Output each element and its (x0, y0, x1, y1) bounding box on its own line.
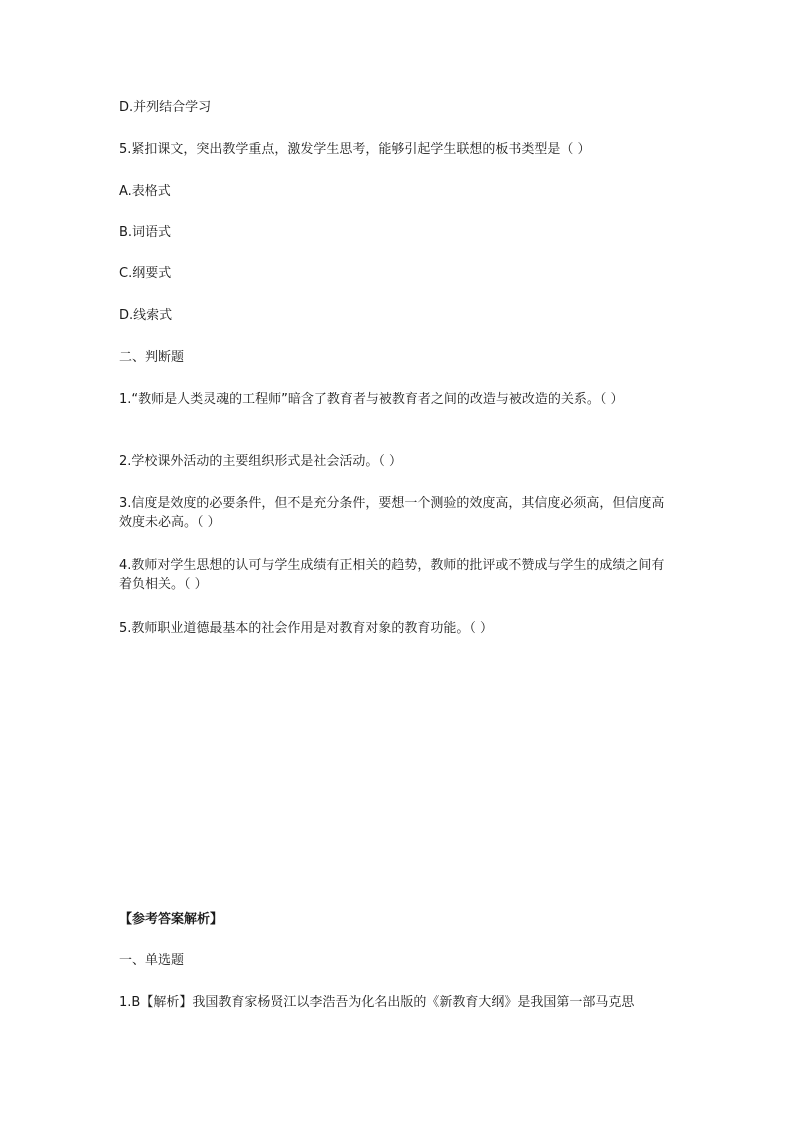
answers-section-1-title: 一、单选题 (119, 953, 185, 968)
judge-item-5: 5.教师职业道德最基本的社会作用是对教育对象的教育功能。（ ） (119, 621, 494, 636)
judge-item-3: 3.信度是效度的必要条件，但不是充分条件，要想一个测验的效度高，其信度必须高，但信度高效度未必高。（ ） (119, 496, 665, 530)
judge-item-1: 1.“教师是人类灵魂的工程师”暗含了教育者与被教育者之间的改造与被改造的关系。（ ） (119, 392, 624, 407)
question-5: 5.紧扣课文，突出教学重点，激发学生思考，能够引起学生联想的板书类型是（ ） (119, 142, 591, 157)
q5-option-c: C.纲要式 (119, 266, 172, 281)
section-2-title: 二、判断题 (119, 350, 185, 365)
q5-option-b: B.词语式 (119, 225, 172, 240)
answer-1: 1.B【解析】我国教育家杨贤江以李浩吾为化名出版的《新教育大纲》是我国第一部马克思 (119, 995, 635, 1010)
answers-heading: 【参考答案解析】 (119, 912, 224, 927)
judge-item-2: 2.学校课外活动的主要组织形式是社会活动。（ ） (119, 454, 403, 469)
q5-option-d: D.线索式 (119, 308, 173, 323)
option-d-prev: D.并列结合学习 (119, 100, 212, 115)
judge-item-4: 4.教师对学生思想的认可与学生成绩有正相关的趋势，教师的批评或不赞成与学生的成绩之间有着负相关。（ ） (119, 558, 665, 592)
q5-option-a: A.表格式 (119, 184, 171, 199)
